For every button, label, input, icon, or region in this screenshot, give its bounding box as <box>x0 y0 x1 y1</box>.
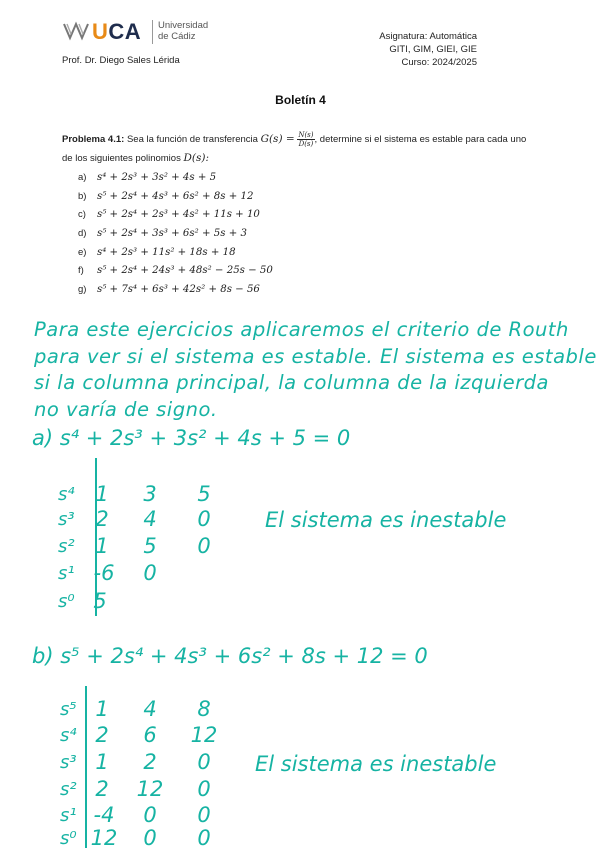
transfer-function: G(s) = <box>260 133 295 145</box>
routh-cell: 8 <box>197 697 211 721</box>
item-polynomial: s⁵ + 7s⁴ + 6s³ + 42s² + 8s − 56 <box>97 283 260 295</box>
row-label: s⁰ <box>60 828 77 849</box>
row-label: s³ <box>58 509 75 530</box>
routh-cell: 2 <box>95 777 109 801</box>
item-polynomial: s⁵ + 2s⁴ + 4s³ + 6s² + 8s + 12 <box>97 190 254 202</box>
page-title: Boletín 4 <box>275 93 326 107</box>
equation-a: a) s⁴ + 2s³ + 3s² + 4s + 5 = 0 <box>32 426 351 450</box>
routh-cell: 5 <box>197 482 211 506</box>
list-item <box>78 187 273 206</box>
list-item <box>78 280 273 299</box>
routh-cell: 6 <box>143 723 157 747</box>
routh-cell: 0 <box>197 826 211 850</box>
list-item <box>78 168 273 187</box>
routh-cell: 0 <box>143 803 157 827</box>
fraction-denominator: D(s) <box>298 139 314 148</box>
routh-cell: 0 <box>197 534 211 558</box>
course-info <box>379 30 477 69</box>
routh-cell: 2 <box>143 750 157 774</box>
routh-cell: 1 <box>95 697 109 721</box>
row-label: s² <box>58 536 75 557</box>
logo-subtitle-line2: de Cádiz <box>158 31 196 42</box>
list-item <box>78 243 273 262</box>
routh-cell: 5 <box>93 589 107 613</box>
row-label: s³ <box>60 752 77 773</box>
routh-cell: 0 <box>143 826 157 850</box>
list-item <box>78 224 273 243</box>
item-polynomial: s⁴ + 2s³ + 11s² + 18s + 18 <box>97 246 236 258</box>
subject: Asignatura: Automática <box>379 31 477 42</box>
transfer-fraction <box>297 131 314 148</box>
routh-cell: 0 <box>143 561 157 585</box>
routh-cell: -4 <box>93 803 115 827</box>
logo-subtitle-line1: Universidad <box>158 20 209 31</box>
degrees: GITI, GIM, GIEI, GIE <box>389 44 477 55</box>
routh-cell: 1 <box>95 534 109 558</box>
verdict-a: El sistema es inestable <box>265 508 507 532</box>
university-logo <box>62 16 252 50</box>
routh-cell: 4 <box>143 507 157 531</box>
item-label: g) <box>78 283 87 295</box>
list-item <box>78 261 273 280</box>
equation-b: b) s⁵ + 2s⁴ + 4s³ + 6s² + 8s + 12 = 0 <box>32 644 428 668</box>
row-label: s² <box>60 779 77 800</box>
explanation-line: si la columna principal, la columna de la izquierda <box>34 371 550 394</box>
explanation-line: no varía de signo. <box>34 397 218 421</box>
denominator-expr: D(s): <box>183 152 210 164</box>
row-label: s⁰ <box>58 591 75 612</box>
item-label: b) <box>78 190 87 202</box>
explanation-line: Para este ejercicios aplicaremos el criterio de Routh <box>34 318 569 341</box>
routh-cell: 1 <box>95 482 109 506</box>
problem-label: Problema 4.1: <box>62 134 125 145</box>
row-label: s¹ <box>60 805 77 826</box>
handwritten-explanation <box>34 317 597 423</box>
row-label: s⁴ <box>58 484 75 505</box>
item-label: c) <box>78 209 86 221</box>
routh-cell: 0 <box>197 507 211 531</box>
routh-cell: -6 <box>93 561 115 585</box>
routh-cell: 12 <box>190 723 218 747</box>
professor-name: Prof. Dr. Diego Sales Lérida <box>62 55 180 66</box>
item-polynomial: s⁵ + 2s⁴ + 3s³ + 6s² + 5s + 3 <box>97 227 247 239</box>
item-label: a) <box>78 171 87 183</box>
verdict-b: El sistema es inestable <box>255 752 497 776</box>
row-label: s¹ <box>58 563 75 584</box>
routh-cell: 2 <box>95 507 109 531</box>
item-polynomial: s⁵ + 2s⁴ + 24s³ + 48s² − 25s − 50 <box>97 265 273 277</box>
logo-divider <box>152 20 153 44</box>
wave-emblem-icon <box>62 20 90 42</box>
course-year: Curso: 2024/2025 <box>401 57 477 68</box>
logo-text: UCA <box>92 19 142 44</box>
fraction-numerator: N(s) <box>298 130 314 139</box>
routh-cell: 3 <box>143 482 157 506</box>
routh-cell: 0 <box>197 750 211 774</box>
list-item <box>78 205 273 224</box>
item-label: e) <box>78 246 87 258</box>
routh-cell: 4 <box>143 697 157 721</box>
routh-cell: 12 <box>136 777 164 801</box>
problem-text-after: , determine si el sistema es estable para cada uno <box>314 134 527 145</box>
item-label: d) <box>78 227 87 239</box>
item-polynomial: s⁴ + 2s³ + 3s² + 4s + 5 <box>97 171 217 183</box>
routh-cell: 0 <box>197 777 211 801</box>
problem-text-line2: de los siguientes polinomios <box>62 153 181 164</box>
row-label: s⁵ <box>60 699 77 720</box>
routh-cell: 5 <box>143 534 157 558</box>
problem-text-before: Sea la función de transferencia <box>126 134 258 145</box>
explanation-line: para ver si el sistema es estable. El sistema es estable <box>34 344 597 368</box>
logo-subtitle <box>158 20 208 42</box>
item-label: f) <box>78 265 84 277</box>
row-label: s⁴ <box>60 725 77 746</box>
item-polynomial: s⁵ + 2s⁴ + 2s³ + 4s² + 11s + 10 <box>97 209 260 221</box>
logo-text-rest: CA <box>108 19 142 44</box>
routh-cell: 0 <box>197 803 211 827</box>
polynomial-list <box>78 168 273 299</box>
routh-cell: 1 <box>95 750 109 774</box>
routh-cell: 12 <box>90 826 118 850</box>
routh-cell: 2 <box>95 723 109 747</box>
problem-statement <box>62 130 542 168</box>
